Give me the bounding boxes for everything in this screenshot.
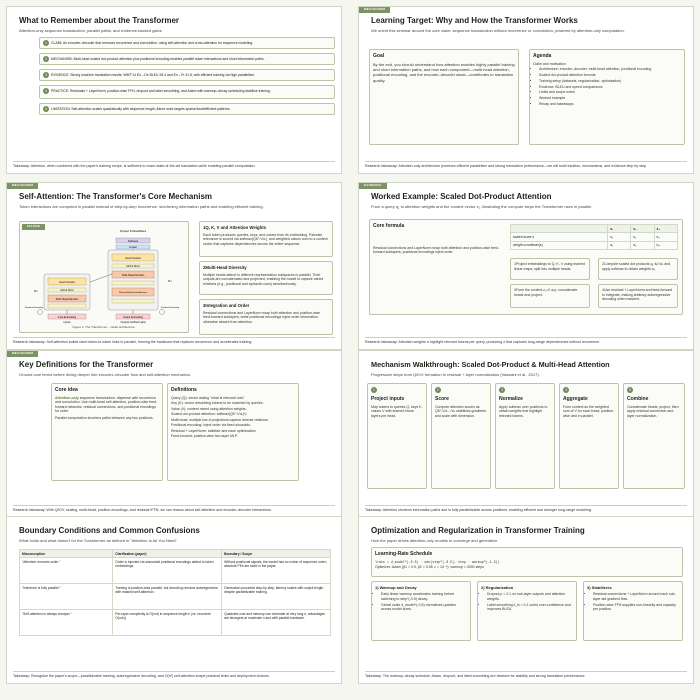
slide-title: Learning Target: Why and How the Transformer Works — [371, 16, 578, 25]
slide-title: What to Remember about the Transformer — [19, 16, 180, 25]
warmup-card: 1) Warmup and Decay • Early linear warmup accelerates training before switching to step^(-0.5) decay. • Global scale d_model^(-0.5) normalizes updates across model sizes. — [371, 581, 471, 641]
slide-subtitle: From a query q₁ to attention weights and the context vector z₁, illustrating the compute steps the Transformer uses in parallel. — [371, 204, 593, 209]
step-card: 5 Combine Concatenate heads, project, then apply residual connection and layer normalization. — [623, 383, 685, 489]
diagram-label: Multi-Head Attention — [55, 298, 79, 301]
diagram-label: Inputs — [63, 321, 71, 324]
step-card: 2Compute scaled dot products q₁·kⱼ/√dₖ and apply softmax to obtain weights αⱼ. — [598, 258, 678, 280]
section-tag: MECHANISM — [7, 351, 38, 357]
slide-takeaway: Research takeaway: Attention-only architecture promises efficient parallelism and strong translation performance—we will build intuition, mechanisms, and evidence step by step. — [365, 161, 687, 169]
figure-panel: FIGURE Output Probabilities Softmax Linear Feed Forward Add & Norm Multi-Head Attention Masked Multi-Head Attention Feed Forward Add & Norm Multi-Head Attention Input Embedding Output Embedding Inputs Outputs (shifted right) N× N× Positional Encoding Positional Encoding Figure 1: The Transformer - model architecture. — [19, 221, 189, 333]
diagram-label: Add & Norm — [126, 265, 140, 268]
diagram-label: Add & Norm — [60, 289, 74, 292]
diagram-label: Softmax — [127, 239, 139, 243]
score-table: x₁ x₂ x₃ scaled score s s₁ s₂ s₃ weight α=softmax(s) α₁ α₂ α₃ — [510, 224, 678, 250]
diagram-label: Input Embedding — [57, 316, 77, 319]
core-idea-box: Core idea Attention-only sequence transduction: dispense with recurrence and convolution. Use multi-head self-attention, position-wise feed-forward networks, residual connections, and positional encodings for order. Parallel computation shortens paths between any two positions. — [51, 383, 163, 481]
regularization-card: 2) Regularization • Dropout p = 0.1 on sub-layer outputs and attention weights. • Label smoothing ε_ls = 0.1 curbs over-confidence and improves BLEU. — [477, 581, 577, 641]
agenda-box: Agenda Claim and motivation • Architecture: encoder–decoder, multi-head attention, positional encoding • Scaled dot-product attention formula • Training setup (datasets, regularization, optimization) • Evidence: BLEU and speed comparisons • Limits and scope notes • Worked example • Recap and takeaways — [529, 49, 685, 145]
slide-takeaway: Research takeaway: Self-attention builds rated token-to-token links in parallel, forming the backbone that replaces recurrence and accelerates training. — [13, 337, 335, 345]
step-card: 3Form the context z₁=Σ αⱼvⱼ; concatenate heads and project. — [510, 284, 590, 308]
concept-card: 2Multi-Head Diversity Multiple heads attend in different representation subspaces in parallel. Their outputs are concatenated and projected, enabling the model to capture varied relations (e.g., positional and syntactic cues) simultaneously. — [199, 261, 333, 295]
diagram-label: Masked Multi-Head Attention — [119, 292, 147, 294]
slide-subtitle: We orient this seminar around the core claim: sequence transduction without recurrence or convolution, powered by attention-only computation. — [371, 28, 625, 33]
lr-schedule-box: Learning-Rate Schedule lrate = d_model^(-0.5) · min(step^(-0.5), step · warmup^(-1.5)) Optimizer: Adam (β1 = 0.9, β2 = 0.98, ε = 10⁻⁹); warmup = 4000 steps — [371, 547, 683, 577]
slide-self-attention — [6, 182, 342, 350]
slide-title: Optimization and Regularization in Transformer Training — [371, 526, 585, 535]
slide-takeaway: Takeaway: The warmup–decay schedule, Adam, dropout, and label smoothing are decisive for stability and strong translation performance. — [365, 671, 687, 679]
slide-mechanism-walkthrough — [358, 350, 694, 518]
diagram-label: Output Embedding — [123, 316, 143, 319]
step-card: 4 Aggregate Form context as the weighted sum of V for each head; position-wise and in parallel. — [559, 383, 619, 489]
slide-subtitle: What holds and what doesn't for the Transformer as defined in "Attention Is All You Need" — [19, 538, 177, 543]
diagram-label: N× — [168, 279, 172, 283]
step-card: 1 Project inputs Map tokens to queries Q, keys K, values V with learned linear layers per head. — [367, 383, 427, 489]
step-card: 2 Score Compute attention scores as QKᵀ/√dₖ; √dₖ stabilizes gradients and scale with dimension. — [431, 383, 491, 489]
transformer-diagram — [24, 228, 184, 324]
core-formula-box: Core formula Residual connections and LayerNorm wrap both attention and position-wise feed-forward sublayers; positional encodings inject order. x₁ x₂ x₃ scaled score s s₁ s₂ s₃ weight α=softmax(s) α₁ α₂ α₃ 1Project embeddings to Q, K, V using learned linear maps; split into multiple heads. 2Compute scaled dot products q₁·kⱼ/√dₖ and apply softmax to obtain weights αⱼ. 3Form the context z₁=Σ αⱼvⱼ; concatenate heads and project. 4Use residual + LayerNorm and feed-forward to integrate, making arbitrary autoregressive decoding when masked. — [369, 219, 683, 315]
slide-takeaway: Takeaway: Recognize the paper's scope—parallelizable training, autoregressive decoding, and O(n²) self-attention shape practical limits and deployment choices. — [13, 671, 335, 679]
slide-subtitle: Ground core terms before diving deeper into encoder–decoder flow and self-attention mechanics. — [19, 372, 192, 377]
slide-title: Worked Example: Scaled Dot-Product Attention — [371, 192, 552, 201]
summary-list — [39, 37, 335, 115]
stabilizers-card: 3) Stabilizers • Residual connections + LayerNorm around each sub-layer aid gradient flow. • Position-wise FFN supplies non-linearity and capacity per position. — [583, 581, 683, 641]
diagram-label: Feed Forward — [125, 257, 141, 260]
diagram-label: Output Probabilities — [119, 229, 147, 233]
slide-subtitle: Progressive steps from Q/K/V formation to residual + layer normalization (Vaswani et al., 2017). — [371, 372, 540, 377]
diagram-label: Positional Encoding — [160, 307, 180, 309]
slide-worked-example — [358, 182, 694, 350]
confusions-table: Misconception Clarification (paper) Boundary / Scope "Attention removes order." Order is injected via sinusoidal positional encodings added to token embeddings. Without positional signals, the model has no notion of sequence order; absolute PEs are used in the paper. "Inference is fully parallel." Training is position-wise parallel, but decoding remains autoregressive with masked self-attention. Generation proceeds step-by-step; latency scales with output length despite parallelizable training. "Self-attention is always cheaper." Per-layer complexity is O(n²d) in sequence length n (vs. recurrent O(nd²)). Quadratic cost and memory can dominate at very long n; advantages are strongest at moderate n and with parallel hardware. — [19, 549, 331, 636]
summary-item: 3 EVIDENCE: Strong machine translation results: WMT'14 En→De BLEU 28.4 and En→Fr 41.8, with efficient training via high parallelism. — [39, 69, 335, 81]
diagram-label: Multi-Head Attention — [121, 274, 145, 277]
slide-subtitle: Attention-only sequence transduction, parallel paths, and evidence-backed gains — [19, 28, 162, 33]
section-tag: MECHANISM — [7, 183, 38, 189]
slide-takeaway: Takeaway: Attention shortens information paths and is fully parallelizable across positions, enabling efficient and stronger long-range modeling. — [365, 505, 687, 513]
slide-takeaway: Research takeaway: Attention weights α highlight relevant tokens per query, producing z that captures long-range dependencies without recurrence. — [365, 337, 687, 345]
slide-key-definitions — [6, 350, 342, 518]
slide-takeaway: Research takeaway: With Q/K/V, scaling, multi-head, position encodings, and residual+FFN, we can reason about self-attention and encoder–decoder interactions. — [13, 505, 335, 513]
concept-card: 3Integration and Order Residual connections and LayerNorm wrap both attention and position-wise feed-forward sublayers, while positional encodings inject order information otherwise absent from attention. — [199, 299, 333, 335]
diagram-label: Linear — [129, 245, 137, 249]
summary-item: 5 LIMITATION: Self-attention scales quadratically with sequence length; future work targets sparse/local/efficient patterns. — [39, 103, 335, 115]
diagram-label: Outputs (shifted right) — [120, 321, 146, 324]
section-tag: EVIDENCE — [359, 183, 387, 189]
goal-box: Goal By the end, you should understand how attention enables highly parallel training and short information paths, and how each component—multi-head attention, positional encoding, and the encoder–decoder stack—contributes to translation quality. — [369, 49, 519, 145]
diagram-label: N× — [34, 289, 38, 293]
diagram-label: Feed Forward — [59, 281, 75, 284]
definitions-box: Definitions Query (Q): vector asking "what is relevant now". Key (K): vector describing tokens to be matched by queries. Value (V): content mixed using attention weights. Scaled dot-product attention: softmax(QKᵀ/√dₖ)V. Multi-head: multiple low-d projections capture diverse relations. Positional encoding: inject order via fixed sinusoids. Residual + LayerNorm: stabilize and ease optimization. Feed-forward: position-wise two-layer MLP. — [167, 383, 299, 481]
slide-learning-target — [358, 6, 694, 174]
slide-title: Key Definitions for the Transformer — [19, 360, 154, 369]
step-card: 4Use residual + LayerNorm and feed-forward to integrate, making arbitrary autoregressive decoding when masked. — [598, 284, 678, 308]
diagram-label: Positional Encoding — [24, 307, 44, 309]
step-card: 3 Normalize Apply softmax over positions to obtain weights that highlight relevant tokens. — [495, 383, 555, 489]
slide-title: Self-Attention: The Transformer's Core Mechanism — [19, 192, 213, 201]
summary-item: 1 CLAIM: An encoder–decoder that removes recurrence and convolution, using self-attention and cross-attention for sequence modeling. — [39, 37, 335, 49]
concept-card: 1Q, K, V and Attention Weights Each token produces queries, keys, and values from its embedding. Pairwise relevance is scored via softmax(QKᵀ/√dₖ), and weighted values sum to a context vector that captures dependencies across the entire sequence. — [199, 221, 333, 257]
slide-takeaway: Takeaway: Attention, when combined with the paper's training recipe, is sufficient to reach state-of-the-art translation while enabling parallel computation. — [13, 161, 335, 169]
agenda-list: • Architecture: encoder–decoder, multi-head attention, positional encoding • Scaled dot-product attention formula • Training setup (datasets, regularization, optimization) • Evidence: BLEU and speed comparisons • Limits and scope notes • Worked example • Recap and takeaways — [533, 67, 681, 107]
summary-item: 2 MECHANISM: Multi-head scaled dot-product attention plus positional encoding enables parallel token interactions and short information paths. — [39, 53, 335, 65]
slide-title: Boundary Conditions and Common Confusions — [19, 526, 200, 535]
slide-subtitle: Token interactions are computed in parallel instead of step-by-step recurrence, shortening information paths and enabling efficient training. — [19, 204, 264, 209]
section-tag: MECHANISM — [359, 7, 390, 13]
slide-optimization — [358, 516, 694, 684]
slide-summary — [6, 6, 342, 174]
slide-subtitle: How the paper drives attention-only models to converge and generalize — [371, 538, 498, 543]
slide-title: Mechanism Walkthrough: Scaled Dot-Product & Multi-Head Attention — [371, 360, 610, 369]
slide-boundary-conditions — [6, 516, 342, 684]
summary-item: 4 PRACTICE: Residuals + LayerNorm, position-wise FFN, dropout and label smoothing, and Adam with warmup–decay scheduling stabilize training. — [39, 85, 335, 99]
step-card: 1Project embeddings to Q, K, V using learned linear maps; split into multiple heads. — [510, 258, 590, 280]
